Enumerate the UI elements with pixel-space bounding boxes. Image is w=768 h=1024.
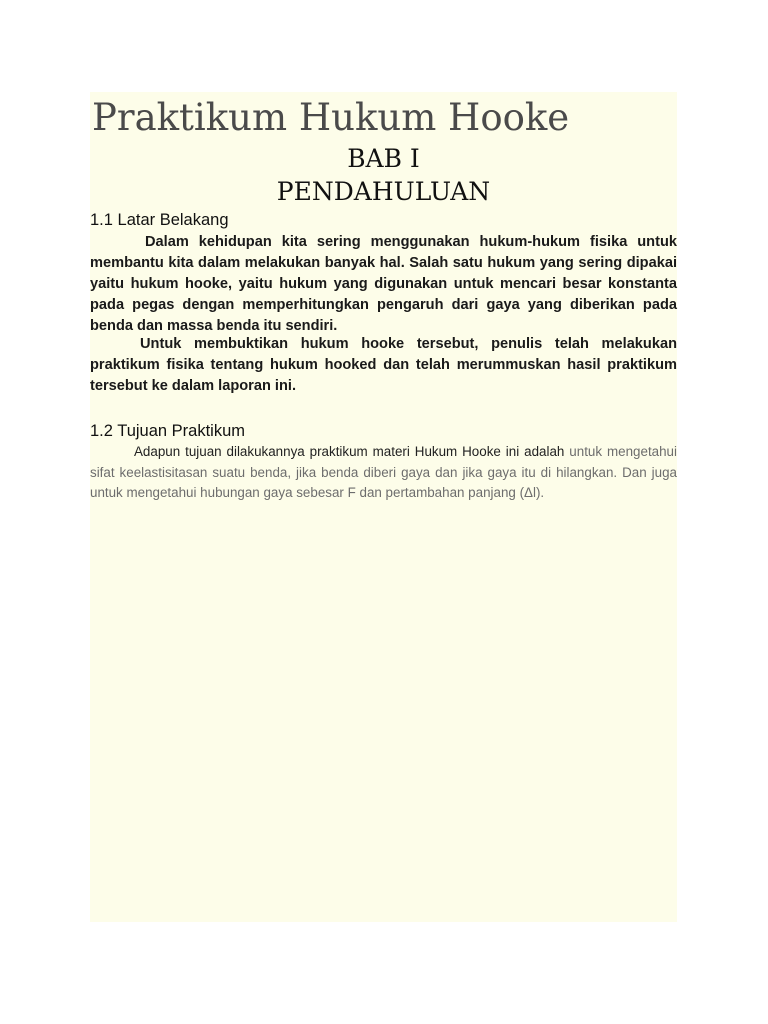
section-heading-tujuan-praktikum: 1.2 Tujuan Praktikum [90, 422, 245, 440]
paragraph-latar-belakang-1: Dalam kehidupan kita sering menggunakan hukum-hukum fisika untuk membantu kita dalam melakukan banyak hal. Salah satu hukum yang sering dipakai yaitu hukum hooke, yaitu hukum yang digunakan untuk mencari besar konstanta pada pegas dengan memperhitungkan pengaruh dari gaya yang diberikan pada benda dan massa benda itu sendiri. [90, 234, 677, 334]
paragraph-tujuan-lead: Adapun tujuan dilakukannya praktikum materi Hukum Hooke ini adalah [134, 444, 565, 459]
section-heading-latar-belakang: 1.1 Latar Belakang [90, 211, 229, 229]
document-page [90, 92, 677, 922]
paragraph-tujuan-praktikum [90, 442, 677, 504]
paragraph-latar-belakang-2: Untuk membuktikan hukum hooke tersebut, penulis telah melakukan praktikum fisika tentang hukum hooked dan telah merummuskan hasil praktikum tersebut ke dalam laporan ini. [90, 336, 677, 394]
paragraph-tujuan-rest: untuk mengetahui sifat keelastisitasan suatu benda, jika benda diberi gaya dan jika gaya itu di hilangkan. Dan juga untuk mengetahui hubungan gaya sebesar F dan pertambahan panjang (Δl). [90, 444, 677, 500]
chapter-number: BAB I [347, 144, 420, 173]
chapter-title: PENDAHULUAN [276, 177, 491, 206]
document-title: Praktikum Hukum Hooke [92, 96, 570, 139]
